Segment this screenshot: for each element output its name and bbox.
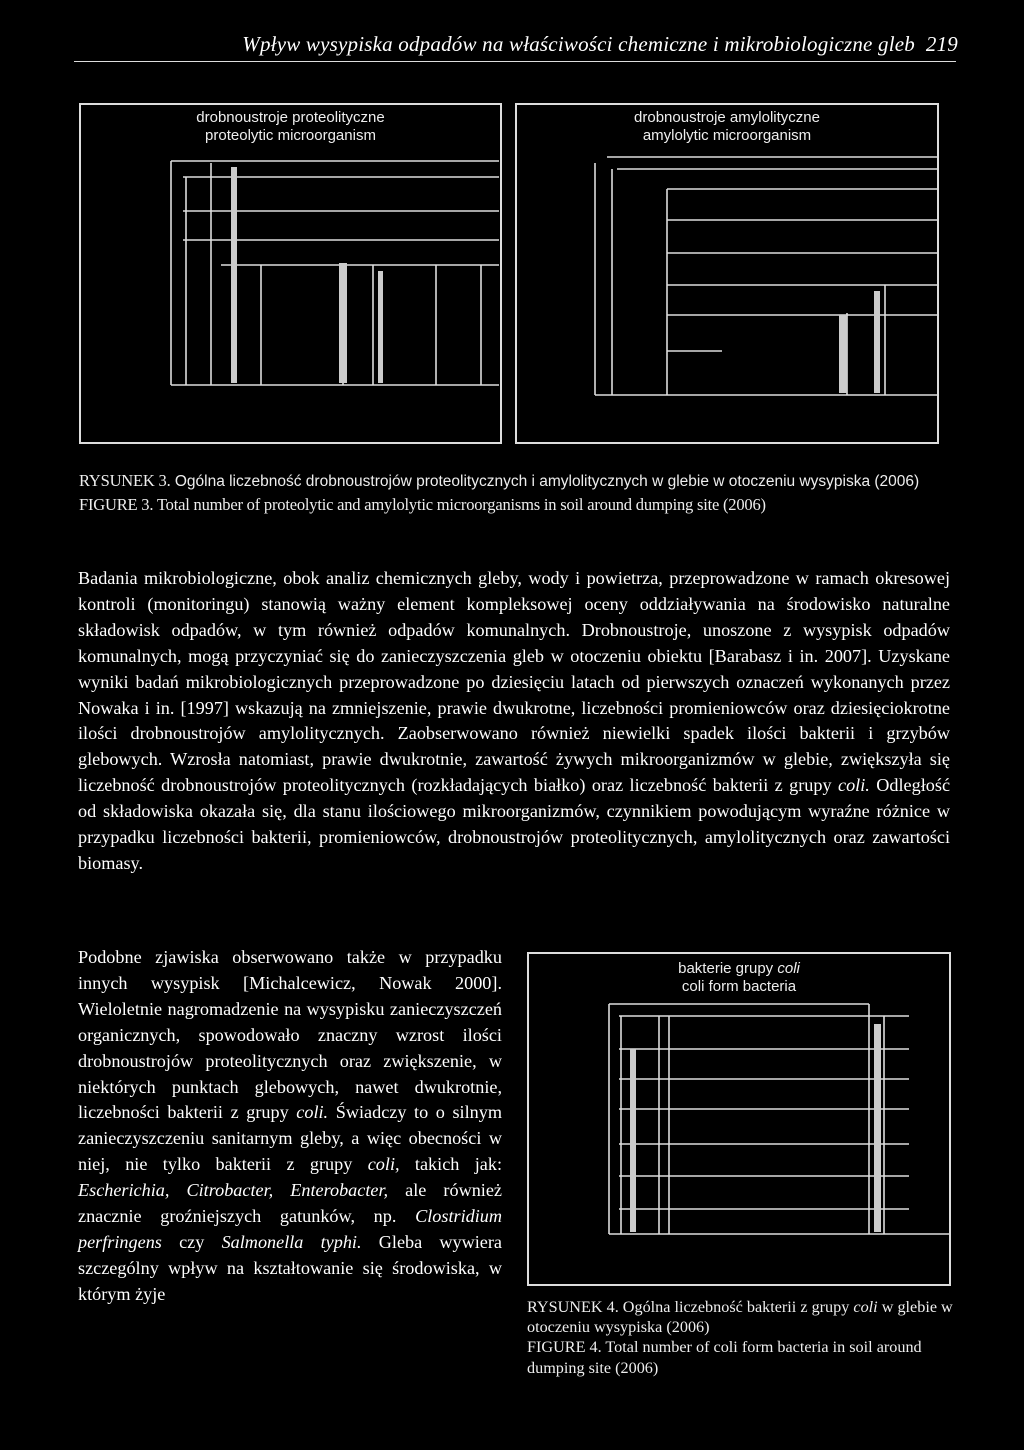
figure3-right-bar <box>839 315 847 393</box>
header-rule <box>74 61 956 62</box>
body-paragraph: Badania mikrobiologiczne, obok analiz chemicznych gleby, wody i powietrza, przeprowadzone w ramach okresowej kontroli (monitoringu) stanowią ważny element kompleksowej oceny oddziaływania na środowisko naturalne składowisk odpadów, w tym również odpadów komunalnych. Drobnoustroje, unoszone z wysypisk odpadów komunalnych, mogą przyczyniać się do zanieczyszczenia gleb w otoczeniu obiektu [Barabasz i in. 2007]. Uzyskane wyniki badań mikrobiologicznych przeprowadzone po dziesięciu latach od pierwszych oznaczeń wykonanych przez Nowaka i in. [1997] wskazują na zmniejszenie, prawie dwukrotne, liczebności promieniowców oraz dziesięciokrotne ilości drobnoustrojów amylolitycznych. Zaobserwowano również niewielki spadek ilości bakterii i grzybów glebowych. Wzrosła natomiast, prawie dwukrotnie, zawartość żywych mikroorganizmów w glebie, zwiększyła się liczebność drobnoustrojów proteolitycznych (rozkładających białko) oraz liczebność bakterii z grupy coli. Odległość od składowiska okazała się, dla stanu ilościowego mikroorganizmów, czynnikiem powodującym wyraźne różnice w przypadku liczebności bakterii, promieniowców, drobnoustrojów proteolitycznych, amylolitycznych oraz zawartości biomasy. <box>78 568 951 873</box>
figure4-caption-en: FIGURE 4. Total number of coli form bacteria in soil around dumping site (2006) <box>527 1338 922 1377</box>
figure3-left-bar <box>378 271 383 383</box>
figure3-right-plot <box>517 105 937 442</box>
running-title: Wpływ wysypiska odpadów na właściwości chemiczne i mikrobiologiczne gleb 219 <box>242 32 958 56</box>
figure4-panel <box>527 952 951 1286</box>
figure4-plot <box>529 954 949 1284</box>
body-text-left-column <box>78 945 502 1308</box>
body-paragraph: Podobne zjawiska obserwowano także w przypadku innych wysypisk [Michalcewicz, Nowak 2000]. Wieloletnie nagromadzenie na wysypisku zanieczyszczeń organicznych, spowodowało znaczny wzrost ilości drobnoustrojów proteolitycznych oraz zwiększenie, w niektórych punktach glebowych, nawet dwukrotnie, liczebności bakterii z grupy coli. Świadczy to o silnym zanieczyszczeniu sanitarnym gleby, a więc obecności w niej, nie tylko bakterii z grupy coli, takich jak: Escherichia, Citrobacter, Enterobacter, ale również znacznie groźniejszych gatunków, np. Clostridium perfringens czy Salmonella typhi. Gleba wywiera szczególny wpływ na kształtowanie się środowiska, w którym żyje <box>78 947 503 1304</box>
figure3-right-title: drobnoustroje amylolityczne amylolytic microorganism <box>634 109 820 144</box>
body-text-full <box>78 566 950 877</box>
figure4-bar <box>874 1024 881 1232</box>
figure4-bar <box>630 1049 636 1232</box>
figure4-caption-pl: RYSUNEK 4. Ogólna liczebność bakterii z grupy coli w glebie w otoczeniu wysypiska (2006) <box>527 1298 953 1337</box>
figure4-title: bakterie grupy coli coli form bacteria <box>678 960 800 995</box>
figure3-caption-en: FIGURE 3. Total number of proteolytic and amylolytic microorganisms in soil around dumping site (2006) <box>79 494 766 514</box>
figure4-caption <box>527 1297 957 1378</box>
page-number: 219 <box>925 32 958 56</box>
figure3-left-bar <box>231 167 237 383</box>
figure3-caption <box>79 470 959 516</box>
figure3-left-panel <box>79 103 502 444</box>
figure3-right-bar <box>874 291 880 393</box>
running-header <box>0 30 1024 60</box>
figure3-left-title: drobnoustroje proteolityczne proteolytic microorganism <box>196 109 385 144</box>
figure3-caption-pl: RYSUNEK 3. Ogólna liczebność drobnoustrojów proteolitycznych i amylolitycznych w glebie w otoczeniu wysypiska (2006) <box>79 471 920 490</box>
figure3-left-plot <box>81 105 500 442</box>
figure3-left-bar <box>339 263 347 383</box>
figure3-right-panel <box>515 103 939 444</box>
